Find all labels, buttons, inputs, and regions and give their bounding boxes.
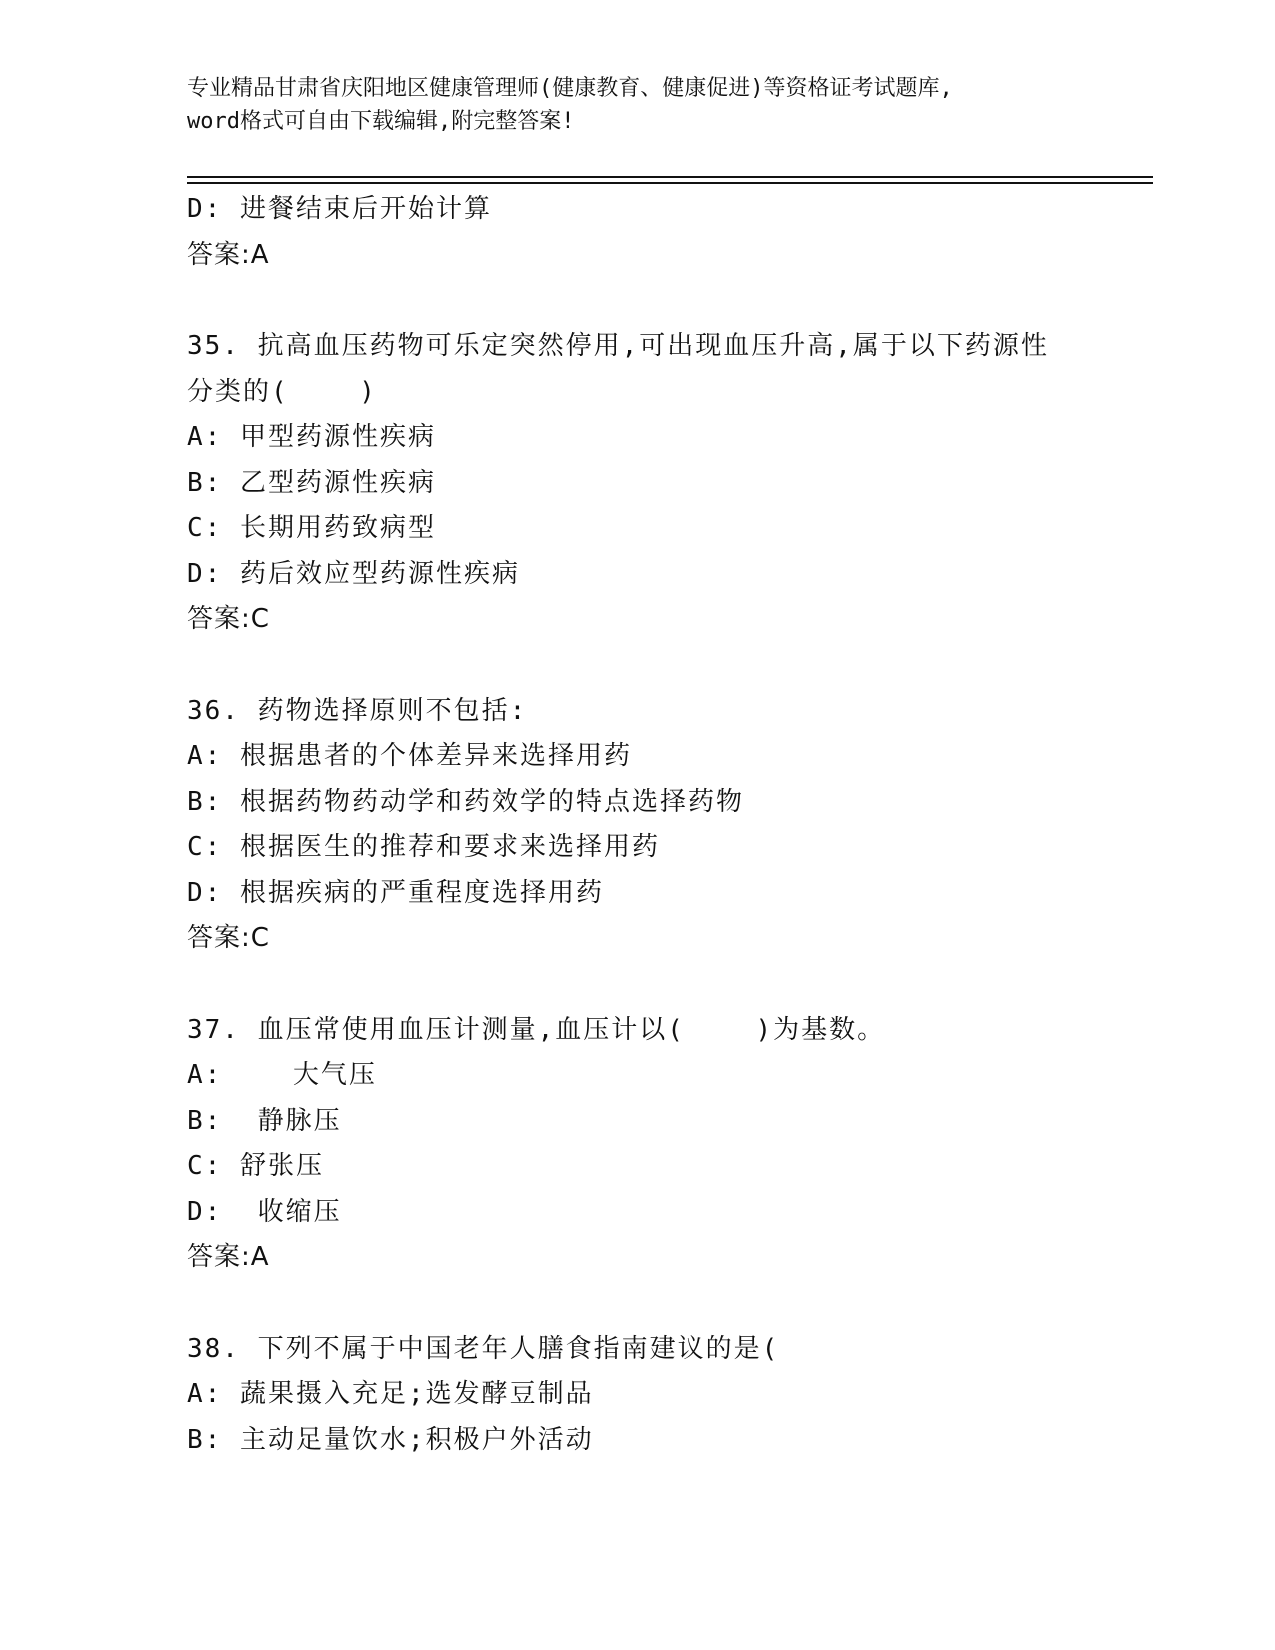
question-36: [187, 689, 1147, 962]
question-stem: 分类的( ): [187, 376, 377, 407]
option-b: B: 乙型药源性疾病: [187, 467, 436, 498]
option-d: D: 收缩压: [187, 1196, 342, 1227]
option-a: A: 蔬果摄入充足;选发酵豆制品: [187, 1379, 594, 1409]
question-content: [187, 187, 1147, 1463]
option-a: A: 根据患者的个体差异来选择用药: [187, 741, 632, 771]
option-c: C: 根据医生的推荐和要求来选择用药: [187, 832, 660, 862]
question-stem: 35. 抗高血压药物可乐定突然停用,可出现血压升高,属于以下药源性: [187, 331, 1049, 361]
header-line-1: 专业精品甘肃省庆阳地区健康管理师(健康教育、健康促进)等资格证考试题库,: [187, 76, 953, 101]
header-line-2: word格式可自由下载编辑,附完整答案!: [187, 109, 575, 134]
question-stem: 38. 下列不属于中国老年人膳食指南建议的是(: [187, 1333, 780, 1364]
question-37: [187, 1008, 1147, 1281]
header-rule-bottom: [187, 182, 1153, 184]
question-stem: 37. 血压常使用血压计测量,血压计以( )为基数。: [187, 1014, 886, 1045]
option-d: D: 药后效应型药源性疾病: [187, 558, 520, 589]
option-b: B: 根据药物药动学和药效学的特点选择药物: [187, 786, 744, 817]
option-d: D: 进餐结束后开始计算: [187, 194, 492, 224]
header-rule-top: [187, 176, 1153, 178]
question-35: [187, 324, 1147, 643]
answer-line: 答案:C: [187, 604, 270, 634]
question-38: [187, 1327, 1147, 1464]
answer-line: 答案:A: [187, 1242, 270, 1272]
answer-line: 答案:C: [187, 923, 270, 953]
option-c: C: 舒张压: [187, 1151, 324, 1181]
option-b: B: 主动足量饮水;积极户外活动: [187, 1424, 594, 1455]
option-a: A: 甲型药源性疾病: [187, 422, 436, 452]
option-d: D: 根据疾病的严重程度选择用药: [187, 877, 604, 908]
option-b: B: 静脉压: [187, 1105, 342, 1136]
question-stem: 36. 药物选择原则不包括:: [187, 695, 528, 726]
document-header: [187, 72, 1147, 138]
option-c: C: 长期用药致病型: [187, 513, 436, 543]
answer-line: 答案:A: [187, 239, 270, 270]
option-a: A: 大气压: [187, 1060, 377, 1090]
